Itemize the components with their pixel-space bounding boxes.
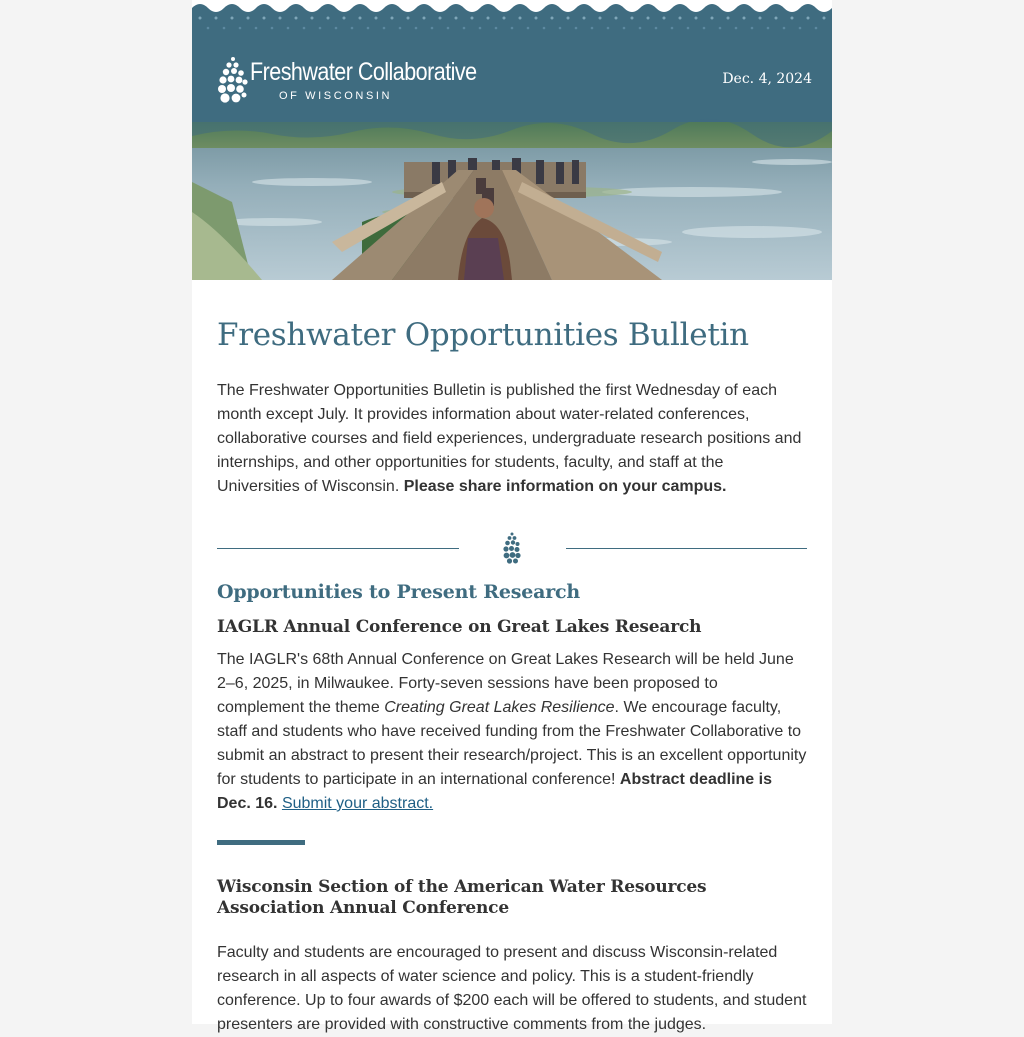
issue-date: Dec. 4, 2024: [722, 71, 812, 87]
intro-share-note: Please share information on your campus.: [403, 478, 727, 495]
bulletin-content: [217, 280, 807, 1037]
water-drops-divider-icon: [501, 532, 523, 564]
divider-line-left: [217, 548, 459, 549]
iaglr-text-b: . We encourage faculty, staff and students who have received funding from the Freshwater Collaborative to submit an abstract to present their research/project. This is an excellent opportunity for students to participate in an international conference!: [217, 699, 807, 788]
wave-pattern: [192, 0, 832, 42]
email-header: [192, 0, 832, 125]
iaglr-text-a: The IAGLR's 68th Annual Conference on Great Lakes Research will be held June 2–6, 2025, in Milwaukee. Forty-seven sessions have been proposed to complement the theme: [217, 651, 794, 716]
iaglr-conference-title: IAGLR Annual Conference on Great Lakes Research: [217, 617, 702, 637]
logo-wordmark: Freshwater Collaborative: [250, 58, 477, 86]
iaglr-theme: Creating Great Lakes Resilience: [384, 699, 615, 716]
item-separator-bar: [217, 840, 305, 845]
intro-text: The Freshwater Opportunities Bulletin is published the first Wednesday of each month except July. It provides information about water-related conferences, collaborative courses and field experiences, undergraduate research positions and internships, and other opportunities for students, faculty, and staff at the Universities of Wisconsin.: [217, 382, 802, 495]
intro-paragraph: [217, 379, 807, 499]
freshwater-collaborative-logo[interactable]: [216, 56, 476, 106]
section-title-present-research: Opportunities to Present Research: [217, 581, 581, 603]
iaglr-conference-description: [217, 648, 807, 816]
awra-conference-title: Wisconsin Section of the American Water Resources Association Annual Conference: [217, 877, 707, 918]
hero-image-boardwalk: [192, 122, 832, 280]
email-body: [192, 0, 832, 1033]
divider-line-right: [566, 548, 807, 549]
section-divider: [217, 529, 807, 569]
water-drops-logo-icon: [216, 56, 250, 106]
page-title: Freshwater Opportunities Bulletin: [217, 317, 749, 353]
awra-conference-description: Faculty and students are encouraged to present and discuss Wisconsin-related research in all aspects of water science and policy. This is a student-friendly conference. Up to four awards of $200 each will be offered to students, and student presenters are provided with constructive comments from the judges.: [217, 944, 807, 1033]
logo-subtitle: OF WISCONSIN: [279, 90, 393, 102]
iaglr-deadline: Abstract deadline is Dec. 16.: [217, 771, 772, 812]
submit-abstract-link[interactable]: Submit your abstract.: [281, 795, 434, 812]
